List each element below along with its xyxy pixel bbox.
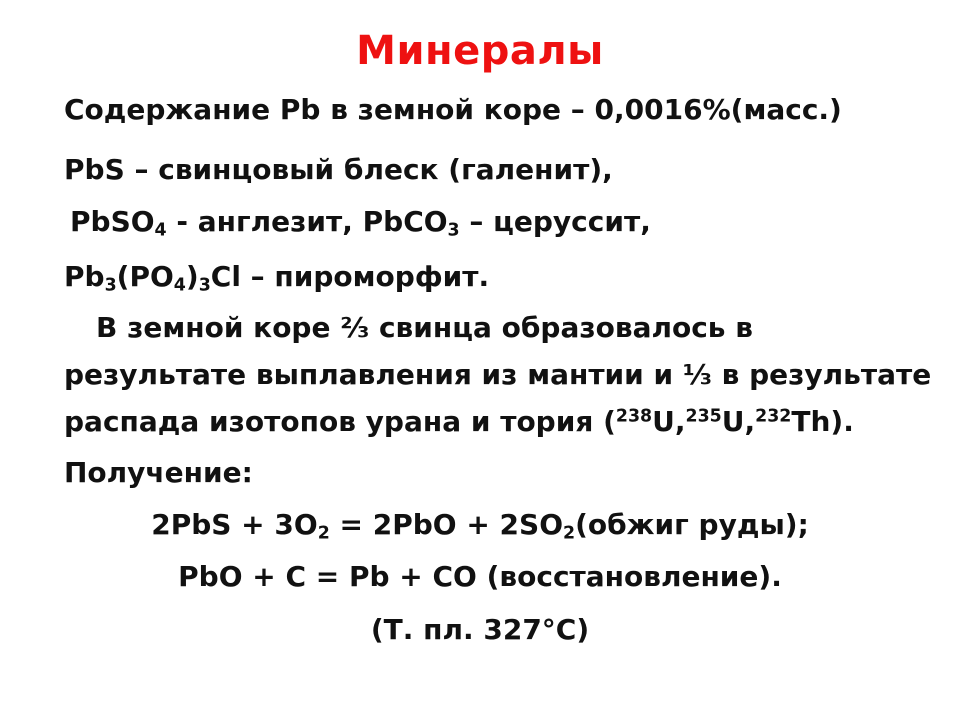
roasting-equation: $2PbS + 3O_2 = 2PbO$ + $2SO_2(обжиг$ руды); [151,508,809,544]
lead-content-line: Содержание Pb в земной коре – 0,0016%(масс.) [64,93,842,126]
reduction-equation: PbO + C = Pb + CO (восстановление). [178,560,782,593]
anglesite-cerussite-line: PbSO$_4$ - англезит, PbCO$_3$ – церуссит, [70,205,651,241]
obtaining-heading: Получение: [64,456,253,489]
paragraph-line-3: распада изотопов урана и тория ($^{238}$U,$^{235}$U,$^{232}$Th). [64,405,854,438]
paragraph-line-2: результате выплавления из мантии и ⅓ в результате [64,358,932,391]
pyromorphite-line: $Pb_3(PO_4)_3Cl$ – пироморфит. [64,260,490,296]
melting-point: (Т. пл. 327°C) [370,613,590,646]
slide-title: Минералы [356,28,604,74]
galena-line: PbS – свинцовый блеск (галенит), [64,153,613,186]
paragraph-line-1: В земной коре ⅔ свинца образовалось в [96,311,753,344]
